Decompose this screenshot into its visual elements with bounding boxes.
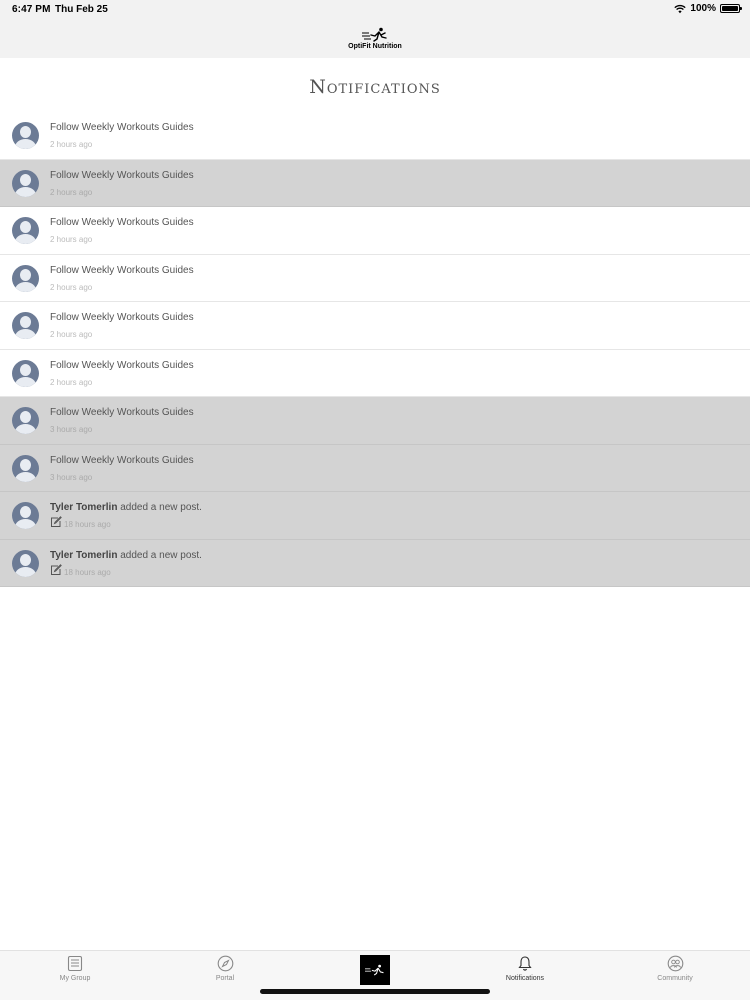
tab-label: My Group: [59, 975, 91, 982]
status-date: Thu Feb 25: [55, 4, 108, 15]
avatar: [12, 407, 39, 434]
notification-row[interactable]: [0, 350, 750, 398]
notification-title: Follow Weekly Workouts Guides: [50, 217, 194, 228]
runner-logo-icon: [362, 27, 388, 42]
edit-icon: [50, 516, 62, 528]
avatar: [12, 312, 39, 339]
notification-row[interactable]: [0, 302, 750, 350]
bell-icon: [517, 955, 533, 972]
notification-author: Tyler Tomerlin: [50, 549, 118, 561]
status-right: [674, 3, 740, 14]
notification-title: Follow Weekly Workouts Guides: [50, 169, 194, 181]
app-header: [0, 18, 750, 58]
notification-list: [0, 112, 750, 587]
notification-title: Follow Weekly Workouts Guides: [50, 122, 194, 133]
edit-icon: [50, 564, 62, 576]
app-logo[interactable]: [348, 27, 402, 50]
avatar: [12, 217, 39, 244]
community-icon: [667, 955, 684, 972]
tab-notifications[interactable]: [475, 955, 575, 989]
avatar: [12, 455, 39, 482]
avatar: [12, 502, 39, 529]
notification-title: Follow Weekly Workouts Guides: [50, 264, 194, 276]
tab-portal[interactable]: [175, 955, 275, 989]
notification-time: 2 hours ago: [50, 187, 93, 197]
notification-row[interactable]: [0, 445, 750, 493]
center-logo-button[interactable]: [360, 955, 390, 985]
notification-title: Follow Weekly Workouts Guides: [50, 454, 194, 466]
notification-time: 18 hours ago: [64, 520, 111, 529]
notification-time: 3 hours ago: [50, 425, 93, 434]
notification-action: added a new post.: [120, 549, 202, 561]
compass-icon: [217, 955, 234, 972]
notification-row[interactable]: [0, 160, 750, 208]
battery-percentage: 100%: [690, 3, 716, 14]
notification-time: 3 hours ago: [50, 472, 93, 482]
document-icon: [67, 955, 83, 972]
status-bar: [0, 0, 750, 18]
avatar: [12, 550, 39, 577]
notification-title: Follow Weekly Workouts Guides: [50, 407, 194, 418]
page-title: Notifications: [309, 76, 441, 98]
notification-author: Tyler Tomerlin: [50, 502, 118, 513]
notification-time: 2 hours ago: [50, 282, 93, 292]
battery-icon: [720, 4, 740, 13]
notification-row[interactable]: [0, 207, 750, 255]
notification-time: 2 hours ago: [50, 377, 93, 387]
tab-my-group[interactable]: [25, 955, 125, 989]
notification-row[interactable]: [0, 255, 750, 303]
tab-community[interactable]: [625, 955, 725, 989]
notification-title: [50, 550, 202, 561]
logo-text: OptiFit Nutrition: [348, 42, 402, 50]
notification-time: 2 hours ago: [50, 235, 93, 244]
avatar: [12, 122, 39, 149]
notification-title: Follow Weekly Workouts Guides: [50, 312, 194, 323]
home-indicator: [260, 989, 490, 994]
notification-action: added a new post.: [120, 502, 202, 513]
notification-time: 18 hours ago: [64, 567, 111, 577]
avatar: [12, 360, 39, 387]
notification-row[interactable]: [0, 112, 750, 160]
tab-label: Notifications: [505, 975, 545, 982]
notification-title: [50, 502, 202, 513]
wifi-icon: [674, 4, 686, 14]
notification-row[interactable]: [0, 540, 750, 588]
avatar: [12, 170, 39, 197]
runner-logo-icon: [365, 964, 385, 976]
notification-row[interactable]: [0, 492, 750, 540]
notification-title: Follow Weekly Workouts Guides: [50, 359, 194, 371]
avatar: [12, 265, 39, 292]
notification-row[interactable]: [0, 397, 750, 445]
status-time: 6:47 PM: [12, 4, 51, 15]
tab-label: Community: [657, 975, 693, 982]
notification-time: 2 hours ago: [50, 140, 93, 149]
notification-time: 2 hours ago: [50, 330, 93, 339]
tab-label: Portal: [215, 975, 235, 982]
